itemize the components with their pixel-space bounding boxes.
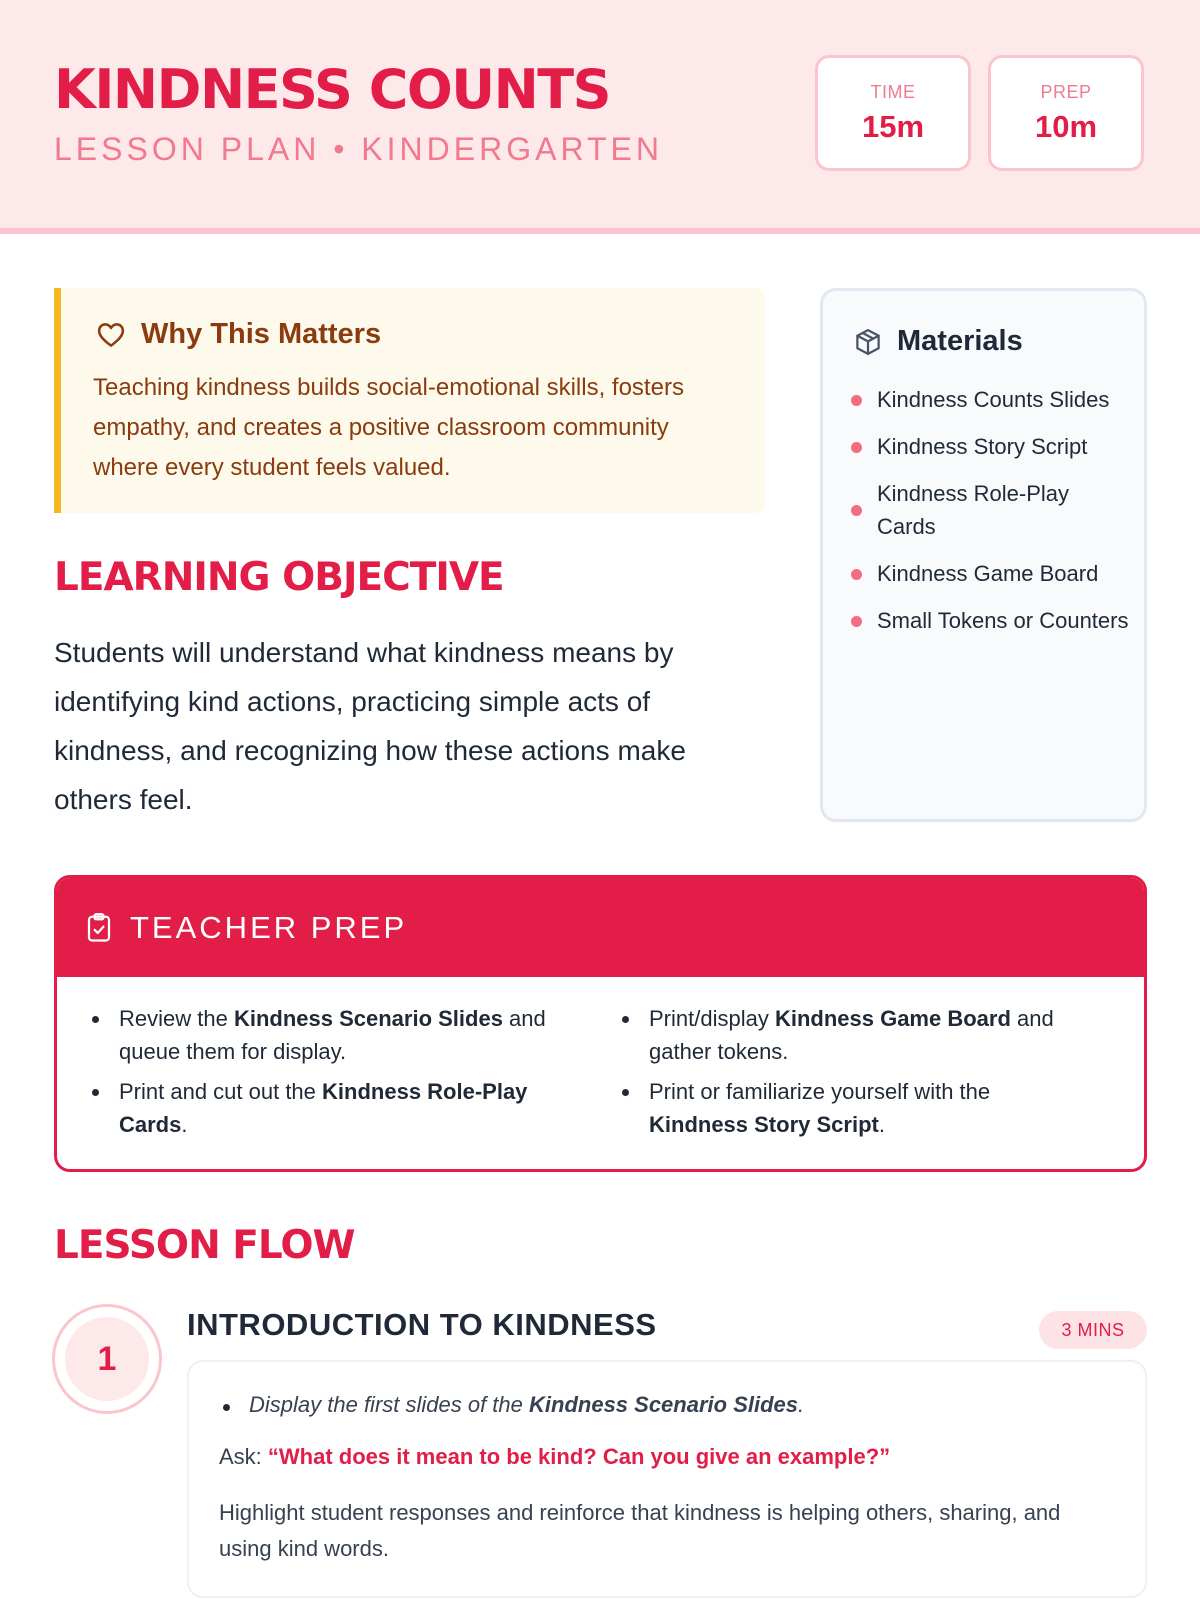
prep-item: Review the Kindness Scenario Slides and queue them for display. (90, 1002, 560, 1068)
step-title: INTRODUCTION TO KINDNESS (187, 1307, 657, 1342)
teacher-prep-list-right (620, 1002, 1090, 1148)
prep-label: PREP (1040, 82, 1092, 102)
step-number-circle (52, 1304, 162, 1414)
materials-list (851, 383, 1131, 651)
ask-label: Ask: (219, 1444, 268, 1469)
page-title: KINDNESS COUNTS (54, 58, 610, 121)
materials-title (853, 325, 1023, 358)
teacher-prep-heading: TEACHER PREP (130, 909, 408, 945)
materials-item: Kindness Counts Slides (851, 383, 1131, 416)
prep-stat (988, 55, 1144, 171)
learning-objective-heading: LEARNING OBJECTIVE (54, 555, 504, 600)
why-title (95, 318, 381, 351)
page-subtitle: LESSON PLAN • KINDERGARTEN (54, 131, 663, 167)
lesson-flow-heading: LESSON FLOW (54, 1223, 355, 1268)
header (0, 0, 1200, 234)
teacher-prep-list-left (90, 1002, 560, 1148)
step-number: 1 (65, 1317, 149, 1401)
prep-item: Print/display Kindness Game Board and gather tokens. (620, 1002, 1090, 1068)
clipboard-check-icon (84, 911, 114, 945)
step-note: Highlight student responses and reinforce that kindness is helping others, sharing, and using kind words. (219, 1500, 1061, 1561)
why-title-text: Why This Matters (141, 318, 382, 350)
prep-item: Print and cut out the Kindness Role-Play Cards. (90, 1075, 560, 1141)
heart-icon (95, 320, 127, 350)
step-ask (219, 1444, 890, 1470)
ask-question: “What does it mean to be kind? Can you give an example?” (267, 1444, 891, 1469)
materials-title-text: Materials (897, 325, 1023, 357)
step-instruction: Display the first slides of the Kindness Scenario Slides. (219, 1392, 804, 1418)
time-value: 15m (861, 109, 925, 144)
step-card (187, 1360, 1147, 1598)
prep-value: 10m (1034, 109, 1098, 144)
prep-item: Print or familiarize yourself with the Kindness Story Script. (620, 1075, 1090, 1141)
time-label: TIME (870, 82, 916, 102)
time-stat (815, 55, 971, 171)
materials-card (820, 288, 1147, 822)
box-icon (853, 327, 883, 357)
teacher-prep-header (57, 878, 1144, 977)
step-duration-badge: 3 MINS (1039, 1311, 1147, 1349)
why-text: Teaching kindness builds social-emotional skills, fosters empathy, and creates a positive classroom community where every student feels valued. (93, 374, 684, 481)
materials-item: Kindness Story Script (851, 430, 1131, 463)
materials-item: Kindness Game Board (851, 557, 1131, 590)
learning-objective-text: Students will understand what kindness means by identifying kind actions, practicing simple acts of kindness, and recognizing how these actions make others feel. (54, 637, 686, 815)
teacher-prep-card (54, 875, 1147, 1172)
materials-item: Kindness Role-Play Cards (851, 477, 1131, 543)
why-this-matters-card (54, 288, 765, 513)
materials-item: Small Tokens or Counters (851, 604, 1131, 637)
